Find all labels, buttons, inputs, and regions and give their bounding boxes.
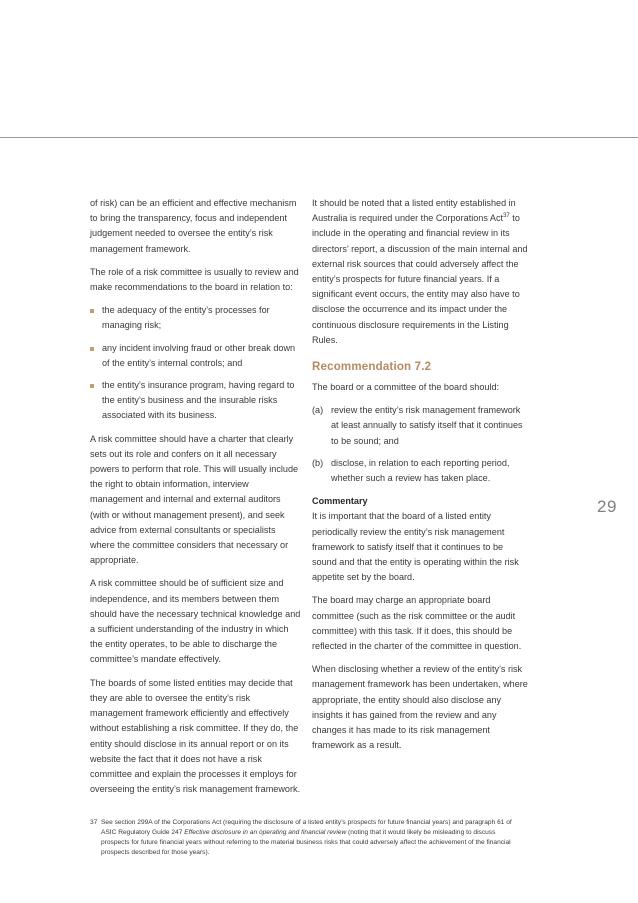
list-item: [90, 378, 302, 424]
paragraph: A risk committee should have a charter that clearly sets out its role and confers on it all necessary powers to perform that role. This will usually include the right to obtain information, interview management and internal and external auditors (with or without management present), and seek advice from external consultants or specialists where the committee considers that necessary or appropriate.: [90, 433, 299, 566]
footnote-text-part: (noting that it would likely be misleading to discuss prospects for future financial years without referring to the material business risks that could adversely affect the achievement of the financial prospects described for those years).: [101, 828, 511, 856]
bullet-list: [90, 303, 302, 423]
list-item-text: the entity’s insurance program, having regard to the entity’s business and the insurable risks associated with its business.: [102, 380, 295, 421]
paragraph: It is important that the board of a listed entity periodically review the entity’s risk management framework to satisfy itself that it continues to be sound and that the entity is operating within the risk appetite set by the board.: [312, 511, 519, 583]
list-item-text: disclose, in relation to each reporting period, whether such a review has taken place.: [331, 457, 510, 484]
paragraph-text: to include in the operating and financial review in its directors’ report, a discussion of the main internal and external risk sources that could adversely affect the entity’s prospects for future financial years. If a significant event occurs, the entity may also have to disclose the occurrence and its impact under the continuous disclosure requirements in the Listing Rules.: [312, 213, 528, 345]
paragraph: The role of a risk committee is usually to review and make recommendations to the board in relation to:: [90, 266, 299, 293]
list-item-text: review the entity’s risk management framework at least annually to satisfy itself that it continues to be sound; and: [331, 405, 523, 446]
footnote-text: [90, 818, 520, 858]
footnote: [90, 818, 520, 858]
bullet-icon: [90, 309, 94, 313]
recommendation-list: [312, 403, 530, 486]
list-item: [90, 303, 302, 333]
footnote-reference[interactable]: 37: [503, 213, 510, 220]
footnote-title-italic: Effective disclosure in an operating and financial review: [184, 828, 347, 836]
paragraph: The board or a committee of the board should:: [312, 382, 500, 393]
paragraph: [312, 196, 530, 348]
page-number: 29: [597, 497, 617, 516]
right-column: [312, 196, 530, 762]
list-item-text: the adequacy of the entity’s processes for managing risk;: [102, 305, 270, 331]
paragraph-text: It should be noted that a listed entity established in Australia is required under the Corporations Act: [312, 198, 516, 224]
paragraph: The board may charge an appropriate board committee (such as the risk committee or the audit committee) with this task. If it does, this should be reflected in the charter of the committee in question.: [312, 595, 522, 652]
header-divider: [0, 137, 638, 138]
list-marker: (a): [312, 405, 324, 416]
list-item: [312, 456, 530, 486]
bullet-icon: [90, 384, 94, 388]
list-item-text: any incident involving fraud or other break down of the entity’s internal controls; and: [102, 342, 296, 368]
footnote-number: 37: [90, 819, 98, 826]
commentary-heading: Commentary: [312, 496, 368, 507]
footnote-text-part: See section 299A of the Corporations Act (requiring the disclosure of a listed entity’s prospects for future financial years) and paragraph 61 of ASIC Regulatory Guide 247: [101, 819, 512, 836]
list-item: [90, 341, 302, 371]
left-column: [90, 196, 302, 805]
paragraph: The boards of some listed entities may decide that they are able to oversee the entity’s risk management framework efficiently and effectively without establishing a risk committee. If they do, the entity should disclose in its annual report or on its website the fact that it does not have a risk committee and explain the processes it employs for overseeing the entity’s risk management framework.: [90, 677, 301, 795]
paragraph: When disclosing whether a review of the entity’s risk management framework has been undertaken, where appropriate, the entity should also disclose any insights it has gained from the review and any changes it has made to its risk management framework as a result.: [312, 664, 528, 751]
list-item: [312, 403, 530, 449]
list-marker: (b): [312, 457, 324, 468]
paragraph: of risk) can be an efficient and effective mechanism to bring the transparency, focus and independent judgement needed to oversee the entity’s risk management framework.: [90, 198, 297, 254]
paragraph: A risk committee should be of sufficient size and independence, and its members between them should have the necessary technical knowledge and a sufficient understanding of the industry in which the entity operates, to be able to discharge the committee’s mandate effectively.: [90, 578, 301, 665]
bullet-icon: [90, 347, 94, 351]
recommendation-heading: Recommendation 7.2: [312, 361, 432, 374]
